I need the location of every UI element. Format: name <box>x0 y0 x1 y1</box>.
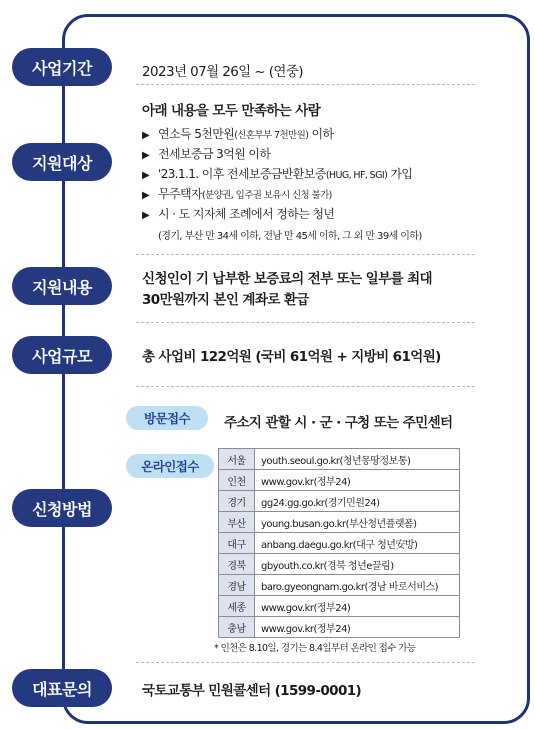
label-period: 사업기간 <box>12 48 112 86</box>
label-contact: 대표문의 <box>12 669 112 707</box>
visit-label: 방문접수 <box>126 406 208 430</box>
bullet-item: ▶ 전세보증금 3억원 이하 <box>142 147 271 161</box>
table-row: 부산 young.busan.go.kr(부산청년플랫폼) <box>219 512 460 533</box>
divider <box>136 386 475 387</box>
target-heading: 아래 내용을 모두 만족하는 사람 <box>142 103 321 119</box>
online-label: 온라인접수 <box>126 454 214 478</box>
divider <box>136 322 475 323</box>
period-text: 2023년 07월 26일 ~ (연중) <box>142 64 303 80</box>
table-row: 경남 baro.gyeongnam.go.kr(경남 바로서비스) <box>219 575 460 596</box>
table-row: 경기 gg24.gg.go.kr(경기민원24) <box>219 491 460 512</box>
bullet-item: ▶ 시 · 도 지자체 조례에서 정하는 청년 <box>142 207 335 221</box>
label-content: 지원내용 <box>12 267 112 305</box>
content-line2: 30만원까지 본인 계좌로 환급 <box>142 292 309 308</box>
divider <box>136 254 475 255</box>
age-note: (경기, 부산 만 34세 이하, 전남 만 45세 이하, 그 외 만 39세 이하) <box>158 231 422 242</box>
content-line1: 신청인이 기 납부한 보증료의 전부 또는 일부를 최대 <box>142 271 432 287</box>
visit-text: 주소지 관할 시 · 군 · 구청 또는 주민센터 <box>224 415 453 431</box>
label-apply: 신청방법 <box>12 489 112 527</box>
contact-text: 국토교통부 민원콜센터 (1599-0001) <box>142 683 362 699</box>
table-row: 서울 youth.seoul.go.kr(청년몽땅정보통) <box>219 449 460 470</box>
divider <box>136 662 475 663</box>
label-scale: 사업규모 <box>12 336 112 374</box>
label-target: 지원대상 <box>12 143 112 181</box>
bullet-item: ▶ '23.1.1. 이후 전세보증금반환보증(HUG, HF, SGI) 가입 <box>142 167 413 181</box>
table-row: 충남 www.gov.kr(정부24) <box>219 617 460 638</box>
online-sites-table <box>218 448 460 638</box>
table-row: 인천 www.gov.kr(정부24) <box>219 470 460 491</box>
online-note: * 인천은 8.10일, 경기는 8.4일부터 온라인 접수 가능 <box>214 643 416 654</box>
bullet-item: ▶ 무주택자(분양권, 입주권 보유시 신청 불가) <box>142 187 332 201</box>
divider <box>136 84 475 85</box>
scale-text: 총 사업비 122억원 (국비 61억원 + 지방비 61억원) <box>142 349 441 365</box>
table-row: 대구 anbang.daegu.go.kr(대구 청년安방) <box>219 533 460 554</box>
bullet-item: ▶ 연소득 5천만원(신혼부부 7천만원) 이하 <box>142 127 334 141</box>
table-row: 경북 gbyouth.co.kr(경북 청년e끌림) <box>219 554 460 575</box>
target-bullets <box>142 124 412 224</box>
table-row: 세종 www.gov.kr(정부24) <box>219 596 460 617</box>
